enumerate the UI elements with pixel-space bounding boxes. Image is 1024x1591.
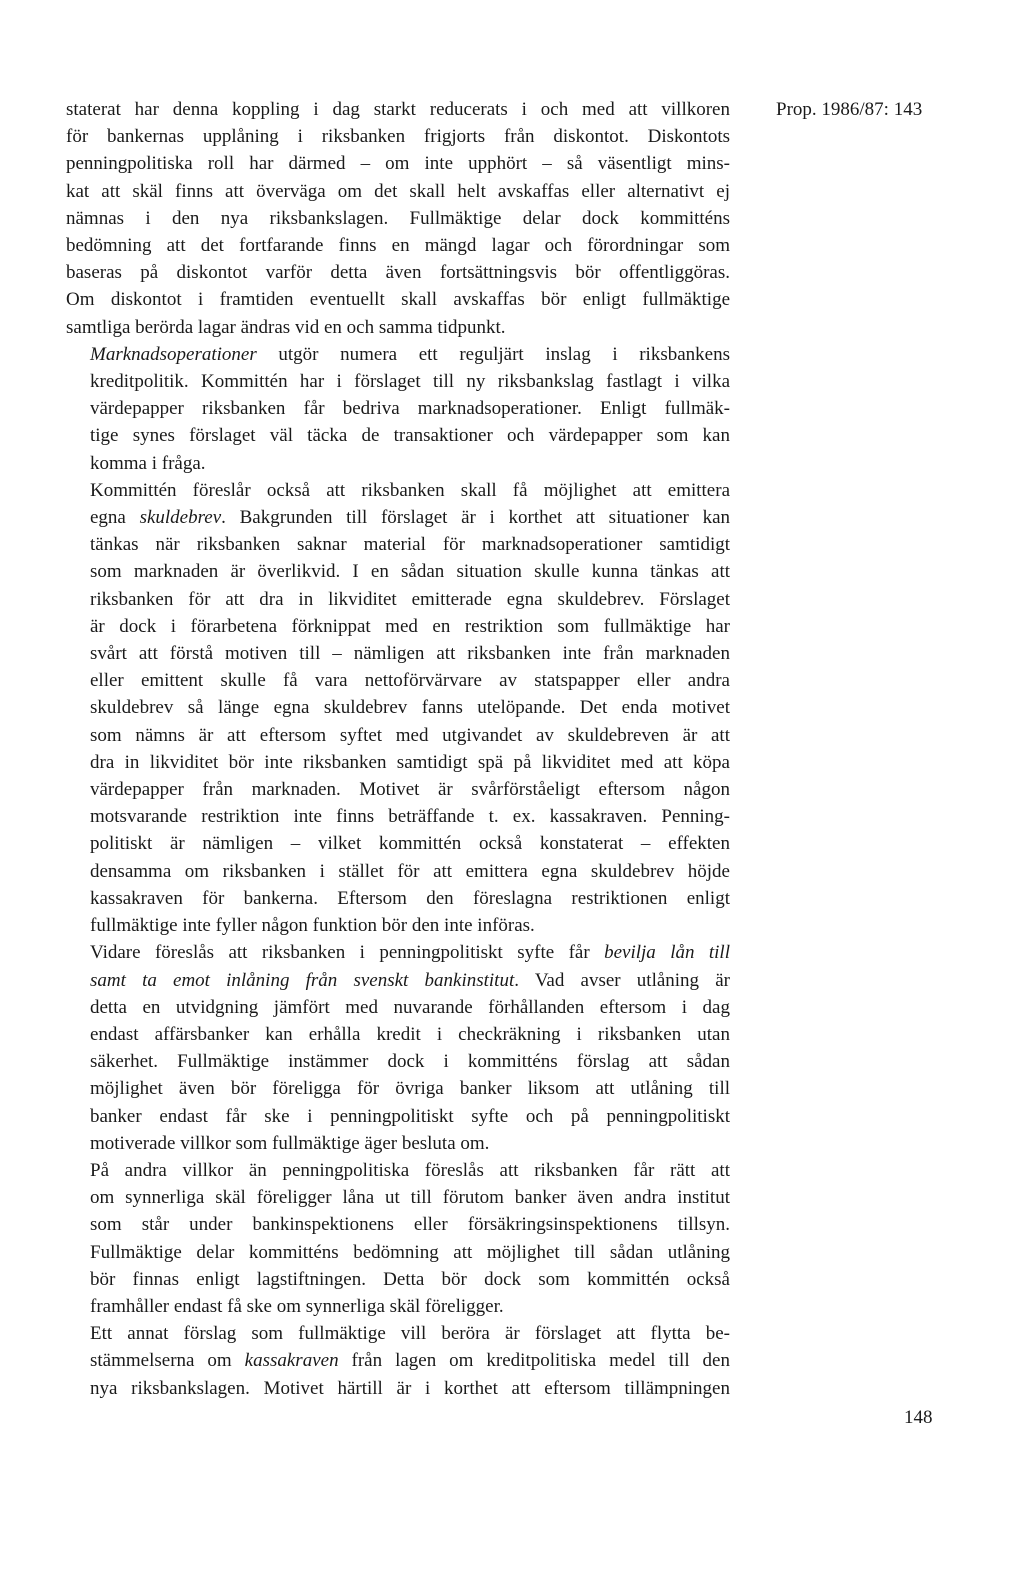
text-line: komma i fråga. [90,452,206,474]
text-line: bedömning att det fortfarande finns en mängd lagar och förordningar som [66,235,730,257]
text-line: egna skuldebrev. Bakgrunden till förslaget är i korthet att situationer kan [90,507,731,529]
text-line: kat att skäl finns att överväga om det skall helt avskaffas eller alternativt ej [66,180,730,202]
text-line: nämnas i den nya riksbankslagen. Fullmäktige delar dock kommitténs [66,207,730,229]
paragraph [66,96,730,341]
text-line: om synnerliga skäl föreligger låna ut till förutom banker även andra institut [90,1187,730,1209]
text-line: På andra villkor än penningpolitiska föreslås att riksbanken får rätt att [90,1159,730,1181]
paragraph [66,939,730,1157]
text-line: Kommittén föreslår också att riksbanken skall få möjlighet att emittera [90,479,730,501]
text-line: stämmelserna om kassakraven från lagen om kreditpolitiska medel till den [90,1350,730,1372]
text-line: dra in likviditet bör inte riksbanken samtidigt spä på likviditet med att köpa [90,751,730,773]
text-line: baseras på diskontot varför detta även fortsättningsvis bör offentliggöras. [66,262,730,284]
text-line: penningpolitiska roll har därmed – om inte upphört – så väsentligt mins- [66,153,730,175]
text-line: som nämns är att eftersom syftet med utgivandet av skuldebreven är att [90,724,730,746]
text-line: politiskt är nämligen – vilket kommittén också konstaterat – effekten [90,833,730,855]
body-text [66,96,730,1402]
text-line: staterat har denna koppling i dag starkt reducerats i och med att villkoren [66,99,730,120]
text-line: motiverade villkor som fullmäktige äger besluta om. [90,1132,490,1154]
page-number: 148 [904,1407,933,1428]
text-line: nya riksbankslagen. Motivet härtill är i korthet att eftersom tillämpningen [90,1377,730,1399]
text-line: Om diskontot i framtiden eventuellt skall avskaffas bör enligt fullmäktige [66,289,730,311]
paragraph [66,477,730,939]
text-line: Vidare föreslås att riksbanken i penningpolitiskt syfte får bevilja lån till [90,942,730,964]
text-line: är dock i förarbetena förknippat med en restriktion som fullmäktige har [90,615,730,637]
text-line: motsvarande restriktion inte finns beträffande t. ex. kassakraven. Penning- [90,806,730,828]
text-line: riksbanken för att dra in likviditet emitterade egna skuldebrev. Förslaget [90,588,730,610]
text-line: densamma om riksbanken i stället för att emittera egna skuldebrev höjde [90,860,730,882]
text-line: endast affärsbanker kan erhålla kredit i checkräkning i riksbanken utan [90,1023,730,1045]
text-line: skuldebrev så länge egna skuldebrev fanns utelöpande. Det enda motivet [90,697,730,719]
italic-term: Marknadsoperationer [90,343,257,365]
text-line: värdepapper från marknaden. Motivet är svårförståeligt eftersom någon [90,779,730,801]
italic-term: bevilja lån till [604,942,730,964]
text-line: Marknadsoperationer utgör numera ett reguljärt inslag i riksbankens [90,343,730,365]
text-line: banker endast får ske i penningpolitiskt syfte och på penningpolitiskt [90,1105,730,1127]
text-line: bör finnas enligt lagstiftningen. Detta bör dock som kommittén också [90,1268,730,1290]
text-line: kreditpolitik. Kommittén har i förslaget till ny riksbankslag fastlagt i vilka [90,371,730,393]
text-line: detta en utvidgning jämfört med nuvarande förhållanden eftersom i dag [90,996,730,1018]
text-line: tige synes förslaget väl täcka de transaktioner och värdepapper som kan [90,425,730,447]
text-line: värdepapper riksbanken får bedriva marknadsoperationer. Enligt fullmäk- [90,398,730,420]
text-line: som står under bankinspektionens eller försäkringsinspektionens tillsyn. [90,1214,730,1236]
text-line: som marknaden är överlikvid. I en sådan situation skulle kunna tänkas att [90,561,730,583]
text-line: eller emittent skulle få vara nettoförvärvare av statspapper eller andra [90,670,730,692]
italic-term: samt ta emot inlåning från svenskt bankinstitut [90,969,515,991]
text-line: samt ta emot inlåning från svenskt bankinstitut. Vad avser utlåning är [90,969,730,991]
italic-term: kassakraven [244,1350,339,1372]
text-line: möjlighet även bör föreligga för övriga banker liksom att utlåning till [90,1078,730,1100]
paragraph [66,341,730,477]
text-line: fullmäktige inte fyller någon funktion bör den inte införas. [90,915,535,937]
text-line: Fullmäktige delar kommitténs bedömning att möjlighet till sådan utlåning [90,1241,730,1263]
text-line: framhåller endast få ske om synnerliga skäl föreligger. [90,1295,504,1317]
text-line: tänkas när riksbanken saknar material för marknadsoperationer samtidigt [90,534,730,556]
paragraph [66,1320,730,1402]
proposition-reference: Prop. 1986/87: 143 [776,99,923,120]
paragraph [66,1157,730,1320]
text-line: kassakraven för bankerna. Eftersom den föreslagna restriktionen enligt [90,887,730,909]
italic-term: skuldebrev [139,507,222,529]
text-line: Ett annat förslag som fullmäktige vill beröra är förslaget att flytta be- [90,1323,730,1345]
text-line: säkerhet. Fullmäktige instämmer dock i kommitténs förslag att sådan [90,1051,730,1073]
text-line: svårt att förstå motiven till – nämligen att riksbanken inte från marknaden [90,643,730,665]
text-line: för bankernas upplåning i riksbanken frigjorts från diskontot. Diskontots [66,126,730,148]
text-line: samtliga berörda lagar ändras vid en och samma tidpunkt. [66,316,506,338]
